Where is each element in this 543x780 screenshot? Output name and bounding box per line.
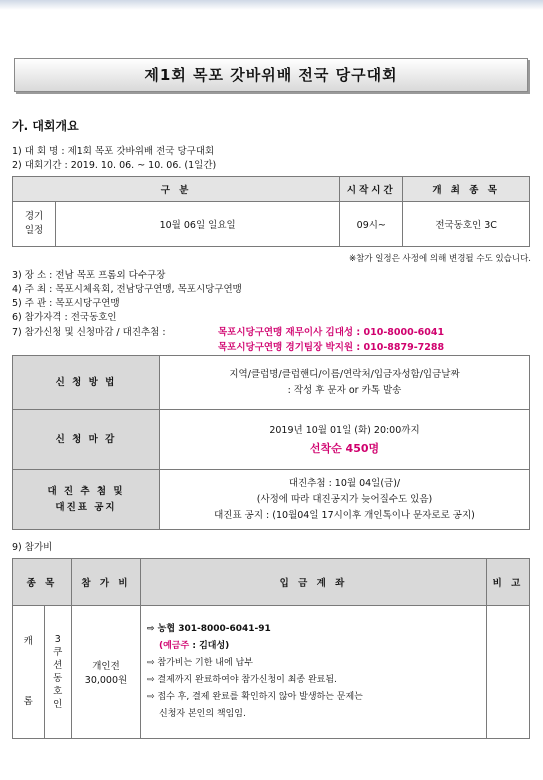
- draw-label: [13, 470, 160, 530]
- table-header-cell: 참 가 비: [72, 559, 141, 606]
- account-info: [141, 606, 487, 739]
- apply-method-line-2: : 작성 후 문자 or 카톡 발송: [287, 384, 402, 396]
- table-header-row: [13, 177, 530, 202]
- deadline-label: 신 청 마 감: [13, 410, 160, 470]
- account-line-holder: (예금주 : 김대성): [159, 641, 230, 651]
- draw-value: [160, 470, 530, 530]
- fee-remarks: [487, 606, 530, 739]
- account-line-5: ⇨ 접수 후, 결제 완료를 확인하지 않아 발생하는 문제는: [147, 692, 363, 702]
- table-row: [13, 202, 530, 247]
- draw-label-line-2: 대진표 공지: [55, 501, 117, 513]
- table-header-cell: 구 분: [13, 177, 340, 202]
- overview-line-1: 1) 대 회 명 : 제1회 목포 갓바위배 전국 당구대회: [12, 146, 215, 157]
- draw-line-1: 대진추첨 : 10월 04일(금)/: [288, 477, 401, 489]
- deadline-highlight: 선착순 450명: [309, 441, 380, 455]
- table-header-cell: 종 목: [13, 559, 72, 606]
- apply-method-label: 신 청 방 법: [13, 356, 160, 410]
- deadline-line-1: 2019년 10월 01일 (화) 20:00까지: [269, 424, 420, 436]
- detail-application: 7) 참가신청 및 신청마감 / 대진추첨 :: [12, 327, 166, 338]
- contact-1: 목포시당구연맹 재무이사 김대성 : 010-8000-6041: [218, 327, 445, 338]
- table-header-cell: 비 고: [487, 559, 530, 606]
- schedule-row-label: 경기 일정: [13, 202, 56, 247]
- table-row: [13, 470, 530, 530]
- account-line-bank: ⇨ 농협 301-8000-6041-91: [147, 624, 271, 634]
- draw-line-2: (사정에 따라 대진공지가 늦어질수도 있음): [256, 493, 433, 505]
- fee-amount: [72, 606, 141, 739]
- table-header-row: [13, 559, 530, 606]
- detail-eligibility: 6) 참가자격 : 전국동호인: [12, 312, 117, 323]
- overview-line-2: 2) 대회기간 : 2019. 10. 06. ~ 10. 06. (1일간): [12, 160, 217, 171]
- detail-venue: 3) 장 소 : 전남 목포 프롬외 다수구장: [12, 270, 166, 281]
- schedule-time: 09시~: [340, 202, 403, 247]
- account-line-6: 신청자 본인의 책임임.: [159, 709, 246, 719]
- deadline-value: [160, 410, 530, 470]
- table-row: [13, 356, 530, 410]
- schedule-note: ※참가 일정은 사정에 의해 변경될 수도 있습니다.: [348, 254, 531, 264]
- account-line-3: ⇨ 참가비는 기한 내에 납부: [147, 658, 253, 668]
- table-header-cell: 시작시간: [340, 177, 403, 202]
- schedule-event: 전국동호인 3C: [403, 202, 530, 247]
- fee-category: 캐 롬: [13, 606, 45, 739]
- fee-heading: 9) 참가비: [12, 542, 53, 553]
- apply-method-line-1: 지역/클럽명/클럽핸디/이름/연락처/입금자성함/입금날짜: [229, 368, 460, 380]
- table-row: [13, 410, 530, 470]
- table-header-cell: 개 최 종 목: [403, 177, 530, 202]
- table-row: [13, 606, 530, 739]
- schedule-date: 10월 06일 일요일: [56, 202, 340, 247]
- draw-line-3: 대진표 공지 : (10월04일 17시이후 개인톡이나 문자로로 공지): [214, 509, 475, 521]
- detail-organizer: 5) 주 관 : 목포시당구연맹: [12, 298, 120, 309]
- schedule-table: [12, 176, 530, 247]
- fee-type: 개인전: [92, 661, 120, 672]
- apply-method-value: [160, 356, 530, 410]
- contact-2: 목포시당구연맹 경기팀장 박지원 : 010-8879-7288: [218, 342, 445, 353]
- fee-table: [12, 558, 530, 739]
- draw-label-line-1: 대 진 추 첨 및: [47, 485, 125, 497]
- fee-value: 30,000원: [84, 675, 128, 686]
- document-title: 제1회 목포 갓바위배 전국 당구대회: [14, 58, 528, 92]
- fee-subcategory: 3 쿠 션 동 호 인: [44, 606, 71, 739]
- section-heading: 가. 대회개요: [12, 119, 79, 133]
- detail-host: 4) 주 최 : 목포시체육회, 전남당구연맹, 목포시당구연맹: [12, 284, 242, 295]
- top-banner-strip: [0, 0, 543, 10]
- application-info-table: [12, 355, 530, 530]
- account-line-4: ⇨ 결제까지 완료하여야 참가신청이 최종 완료됨.: [147, 675, 337, 685]
- table-header-cell: 입 금 계 좌: [141, 559, 487, 606]
